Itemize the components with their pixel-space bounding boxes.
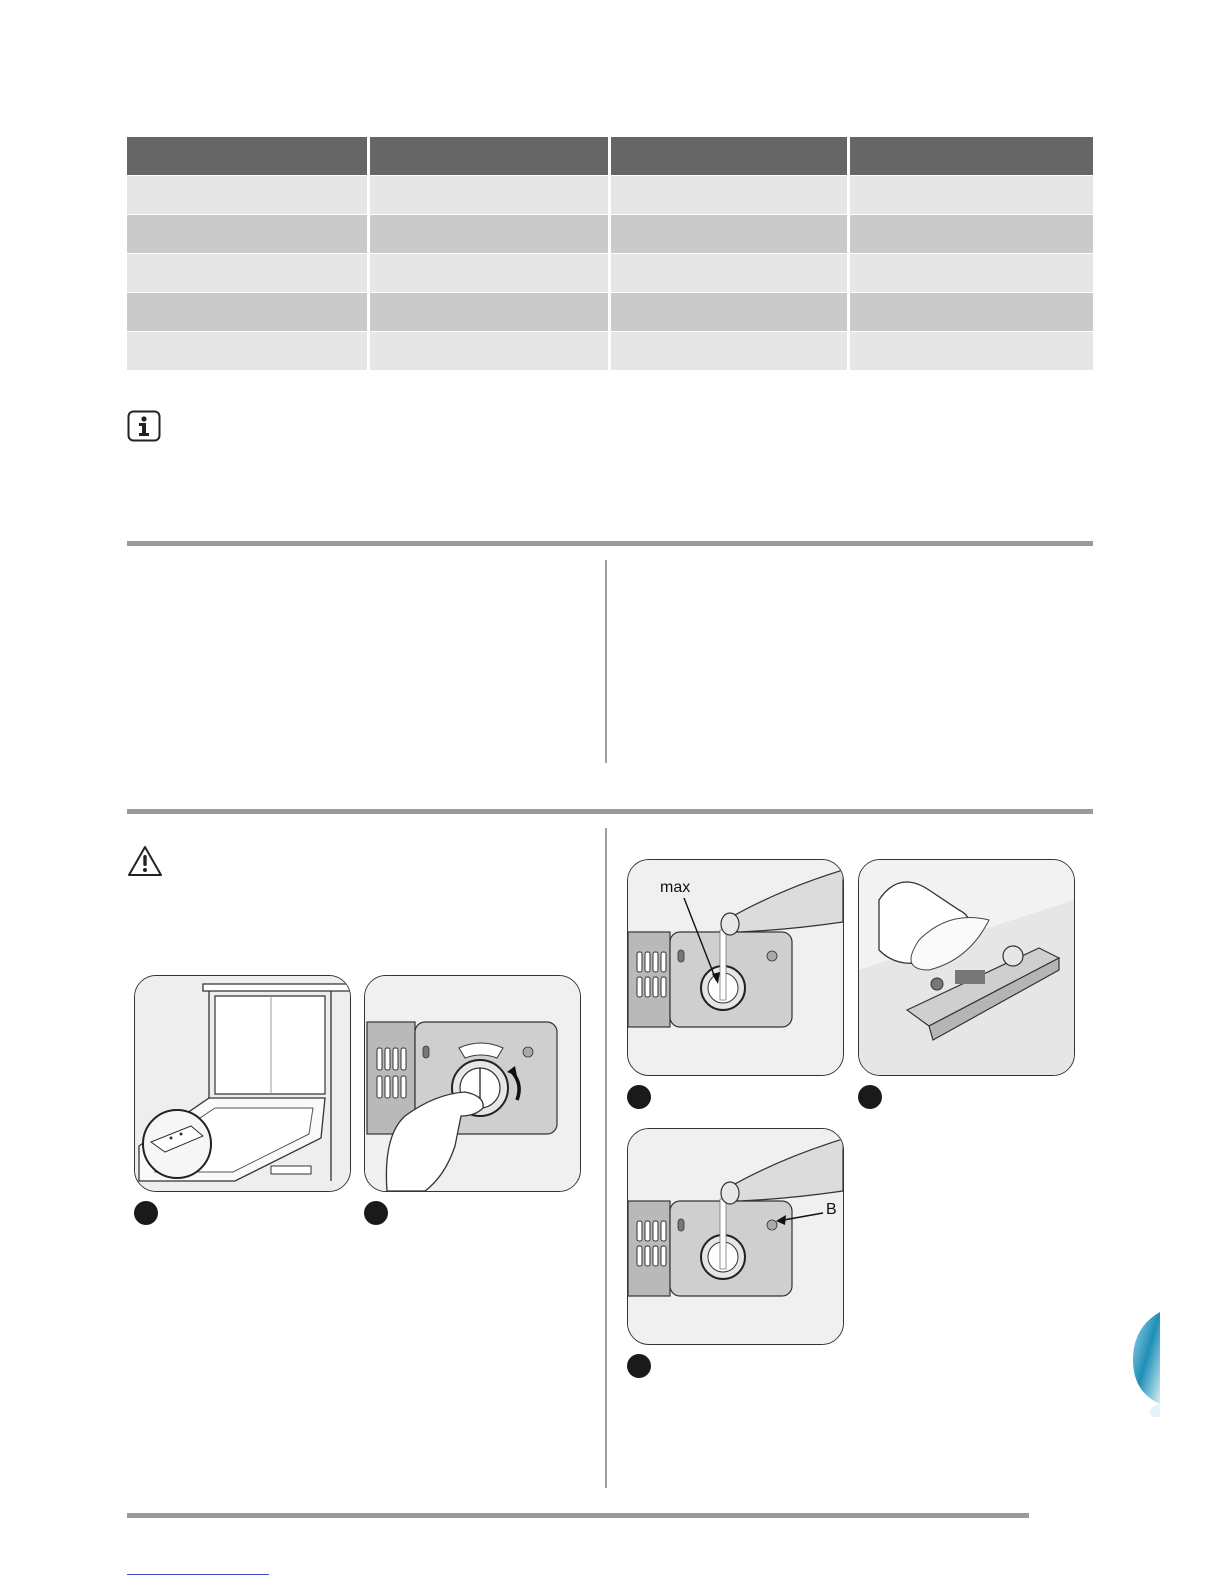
figure-turn-dial bbox=[364, 975, 581, 1192]
table-cell bbox=[611, 332, 847, 370]
column-divider bbox=[605, 828, 607, 1488]
column-divider bbox=[605, 560, 607, 763]
step-marker-4 bbox=[858, 1085, 882, 1109]
table-cell bbox=[370, 293, 608, 331]
table-row bbox=[127, 293, 1093, 331]
table-cell bbox=[370, 176, 608, 214]
table-cell bbox=[850, 293, 1093, 331]
table-cell bbox=[127, 176, 367, 214]
dishwasher-illustration bbox=[135, 976, 350, 1191]
dispenser-dial-illustration bbox=[365, 976, 580, 1191]
table-row bbox=[127, 332, 1093, 370]
data-table bbox=[127, 137, 1093, 371]
step-marker-3 bbox=[627, 1085, 651, 1109]
table-row bbox=[127, 254, 1093, 292]
table-cell bbox=[850, 332, 1093, 370]
table-cell bbox=[611, 176, 847, 214]
indicator-b-label: B bbox=[826, 1201, 837, 1218]
wipe-spill-illustration bbox=[859, 860, 1074, 1075]
table-header-cell bbox=[370, 137, 608, 175]
table-cell bbox=[850, 215, 1093, 253]
section-rule bbox=[127, 809, 1093, 814]
figure-dishwasher-door bbox=[134, 975, 351, 1192]
side-accent-graphic bbox=[1125, 1312, 1160, 1417]
table-cell bbox=[127, 332, 367, 370]
table-cell bbox=[127, 215, 367, 253]
table-cell bbox=[850, 176, 1093, 214]
table-cell bbox=[611, 254, 847, 292]
table-cell bbox=[127, 293, 367, 331]
step-marker-1 bbox=[134, 1201, 158, 1225]
step-marker-5 bbox=[627, 1354, 651, 1378]
table-cell bbox=[370, 215, 608, 253]
figure-indicator-b bbox=[627, 1128, 844, 1345]
table-row bbox=[127, 215, 1093, 253]
figure-wipe-spill bbox=[858, 859, 1075, 1076]
table-cell bbox=[370, 254, 608, 292]
footer-rule bbox=[127, 1513, 1029, 1518]
table-header-cell bbox=[611, 137, 847, 175]
table-cell bbox=[611, 215, 847, 253]
warning-icon bbox=[127, 845, 163, 877]
indicator-b-illustration bbox=[628, 1129, 843, 1344]
max-label: max bbox=[660, 879, 691, 896]
table-header-cell bbox=[127, 137, 367, 175]
table-cell bbox=[370, 332, 608, 370]
table-header-cell bbox=[850, 137, 1093, 175]
table-cell bbox=[850, 254, 1093, 292]
fill-max-illustration bbox=[628, 860, 843, 1075]
info-icon bbox=[127, 410, 161, 442]
footer-link-underline[interactable] bbox=[127, 1574, 269, 1575]
table-cell bbox=[127, 254, 367, 292]
section-rule bbox=[127, 541, 1093, 546]
figure-fill-max bbox=[627, 859, 844, 1076]
table-cell bbox=[611, 293, 847, 331]
table-row bbox=[127, 176, 1093, 214]
table-header-row bbox=[127, 137, 1093, 175]
step-marker-2 bbox=[364, 1201, 388, 1225]
